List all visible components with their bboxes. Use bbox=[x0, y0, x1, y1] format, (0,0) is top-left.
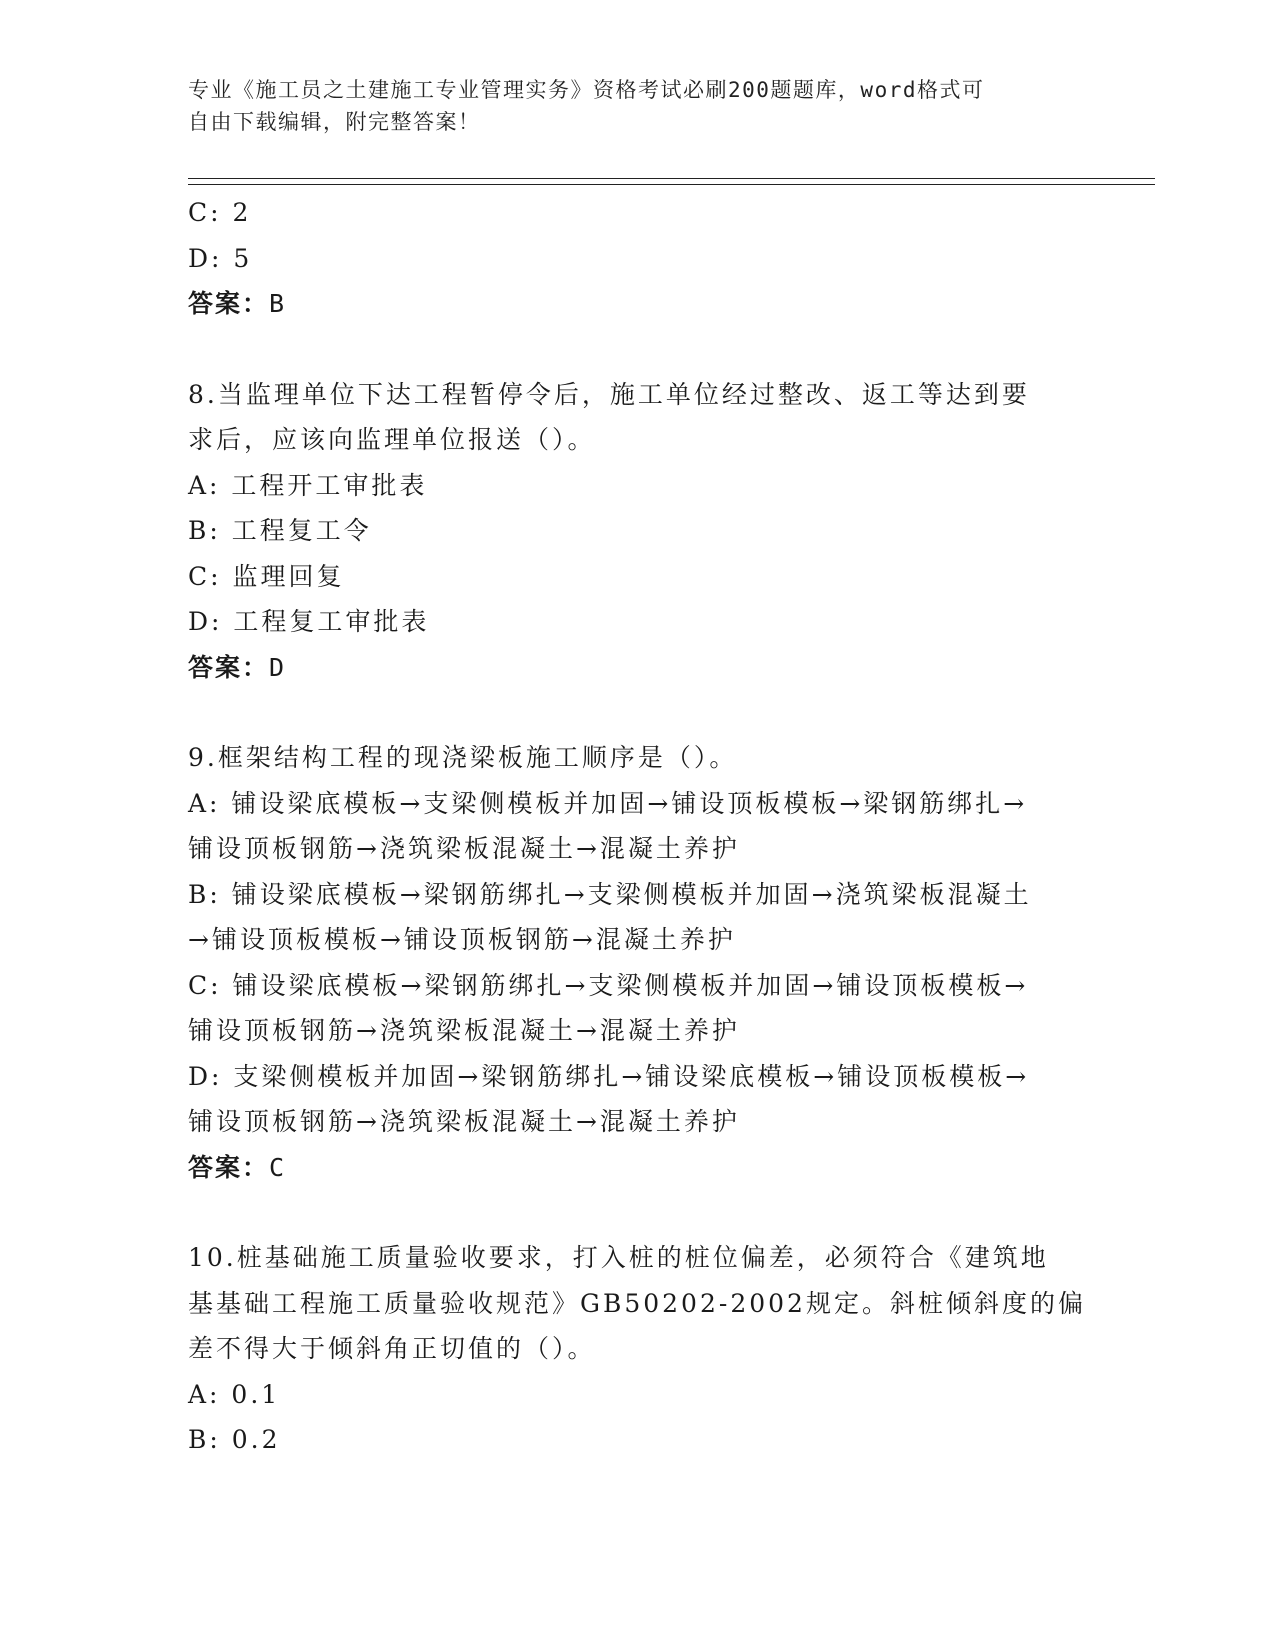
question-9 bbox=[188, 735, 1088, 1190]
option-line: 铺设顶板钢筋→浇筑梁板混凝土→混凝土养护 bbox=[188, 834, 740, 863]
answer-label: 答案： bbox=[188, 652, 270, 682]
header-title-line-1: 专业《施工员之土建施工专业管理实务》资格考试必刷200题题库，word格式可 bbox=[188, 78, 985, 102]
option-line: B: 铺设梁底模板→梁钢筋绑扎→支梁侧模板并加固→浇筑梁板混凝土 bbox=[188, 879, 1032, 909]
answer-label: 答案： bbox=[188, 1152, 270, 1182]
answer-value: C bbox=[269, 1152, 287, 1182]
option-line: D: 工程复工审批表 bbox=[188, 607, 430, 636]
option-line: A: 铺设梁底模板→支梁侧模板并加固→铺设顶板模板→梁钢筋绑扎→ bbox=[188, 788, 1028, 818]
option-line: A: 0.1 bbox=[188, 1379, 281, 1409]
question-8 bbox=[188, 372, 1088, 691]
option-line: B: 0.2 bbox=[188, 1425, 281, 1454]
option-line: C: 2 bbox=[188, 198, 252, 227]
previous-question-tail bbox=[188, 190, 1088, 327]
question-stem-line: 9.框架结构工程的现浇梁板施工顺序是（）。 bbox=[188, 743, 738, 772]
header-double-rule bbox=[188, 178, 1155, 185]
question-stem-line: 差不得大于倾斜角正切值的（）。 bbox=[188, 1334, 596, 1363]
option-line: 铺设顶板钢筋→浇筑梁板混凝土→混凝土养护 bbox=[188, 1016, 740, 1045]
answer-value: B bbox=[269, 289, 287, 318]
answer-value: D bbox=[269, 652, 287, 682]
option-line: A: 工程开工审批表 bbox=[188, 470, 428, 500]
document-header bbox=[188, 74, 1068, 138]
option-line: C: 监理回复 bbox=[188, 561, 345, 591]
question-10 bbox=[188, 1235, 1088, 1463]
question-stem-line: 基基础工程施工质量验收规范》GB50202-2002规定。斜桩倾斜度的偏 bbox=[188, 1288, 1086, 1318]
answer-line bbox=[188, 281, 1088, 327]
answer-line bbox=[188, 1145, 1088, 1191]
option-line: C: 铺设梁底模板→梁钢筋绑扎→支梁侧模板并加固→铺设顶板模板→ bbox=[188, 970, 1029, 1000]
question-stem-line: 10.桩基础施工质量验收要求，打入桩的桩位偏差，必须符合《建筑地 bbox=[188, 1243, 1049, 1272]
question-stem-line: 8.当监理单位下达工程暂停令后，施工单位经过整改、返工等达到要 bbox=[188, 379, 1030, 409]
answer-label: 答案： bbox=[188, 289, 270, 318]
option-line: →铺设顶板模板→铺设顶板钢筋→混凝土养护 bbox=[188, 925, 736, 954]
header-title-line-2: 自由下载编辑，附完整答案！ bbox=[188, 110, 481, 134]
question-stem-line: 求后，应该向监理单位报送（）。 bbox=[188, 425, 596, 454]
option-line: B: 工程复工令 bbox=[188, 516, 372, 545]
option-line: D: 5 bbox=[188, 243, 253, 273]
option-line: D: 支梁侧模板并加固→梁钢筋绑扎→铺设梁底模板→铺设顶板模板→ bbox=[188, 1061, 1030, 1091]
question-content bbox=[188, 190, 1088, 1463]
option-line: 铺设顶板钢筋→浇筑梁板混凝土→混凝土养护 bbox=[188, 1107, 740, 1136]
answer-line bbox=[188, 645, 1088, 691]
